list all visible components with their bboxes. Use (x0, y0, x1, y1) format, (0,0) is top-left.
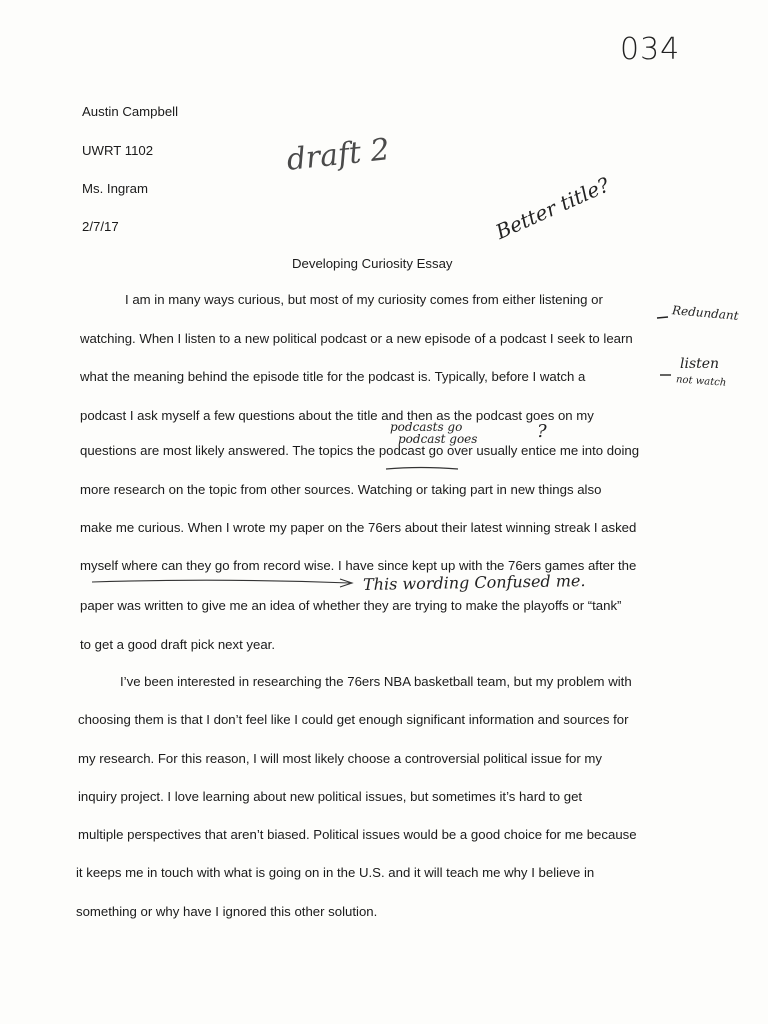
body-line: choosing them is that I don’t feel like I could get enough significant information and sources for (78, 712, 629, 727)
body-line: more research on the topic from other sources. Watching or taking part in new things also (80, 482, 602, 497)
page-number: 034 (620, 32, 681, 67)
instructor-name: Ms. Ingram (82, 181, 148, 196)
podcasts-go-annotation: podcasts go (390, 420, 463, 434)
wording-arrow-head (340, 579, 352, 587)
body-line: it keeps me in touch with what is going on in the U.S. and it will teach me why I believe in (76, 865, 595, 880)
body-line: I am in many ways curious, but most of my curiosity comes from either listening or (125, 292, 603, 307)
body-line: something or why have I ignored this other solution. (76, 904, 378, 919)
redundant-annotation: Redundant (671, 303, 740, 323)
podcast-underline (386, 468, 458, 470)
redundant-dash (657, 317, 668, 318)
body-line: multiple perspectives that aren’t biased. Political issues would be a good choice for me because (78, 827, 637, 842)
body-line: watching. When I listen to a new political podcast or a new episode of a podcast I seek to learn (80, 331, 633, 346)
body-line: to get a good draft pick next year. (80, 637, 276, 652)
wording-underline (92, 580, 350, 583)
essay-title: Developing Curiosity Essay (292, 256, 453, 271)
question-mark-annotation: ? (537, 421, 547, 442)
wording-annotation: This wording Confused me. (362, 571, 586, 594)
body-line: podcast I ask myself a few questions about the title and then as the podcast goes on my (80, 408, 594, 423)
body-line: paper was written to give me an idea of whether they are trying to make the playoffs or “tank” (80, 598, 622, 613)
author-name: Austin Campbell (82, 104, 179, 119)
essay-date: 2/7/17 (82, 219, 119, 234)
listen-annotation: listen (680, 356, 720, 372)
body-line: questions are most likely answered. The topics the podcast go over usually entice me into doing (80, 443, 640, 458)
podcast-goes-annotation: podcast goes (398, 432, 478, 446)
body-line: myself where can they go from record wise. I have since kept up with the 76ers games after the (80, 558, 637, 573)
course-code: UWRT 1102 (82, 143, 154, 158)
body-line: I’ve been interested in researching the 76ers NBA basketball team, but my problem with (120, 674, 632, 689)
body-line: make me curious. When I wrote my paper on the 76ers about their latest winning streak I asked (80, 520, 637, 535)
body-line: my research. For this reason, I will most likely choose a controversial political issue for my (78, 751, 603, 766)
draft-annotation: draft 2 (285, 132, 392, 178)
better-title-annotation: Better title? (492, 172, 614, 244)
body-line: inquiry project. I love learning about new political issues, but sometimes it’s hard to get (78, 789, 583, 804)
not-watch-annotation: not watch (675, 374, 727, 389)
body-line: what the meaning behind the episode title for the podcast is. Typically, before I watch a (80, 369, 586, 384)
